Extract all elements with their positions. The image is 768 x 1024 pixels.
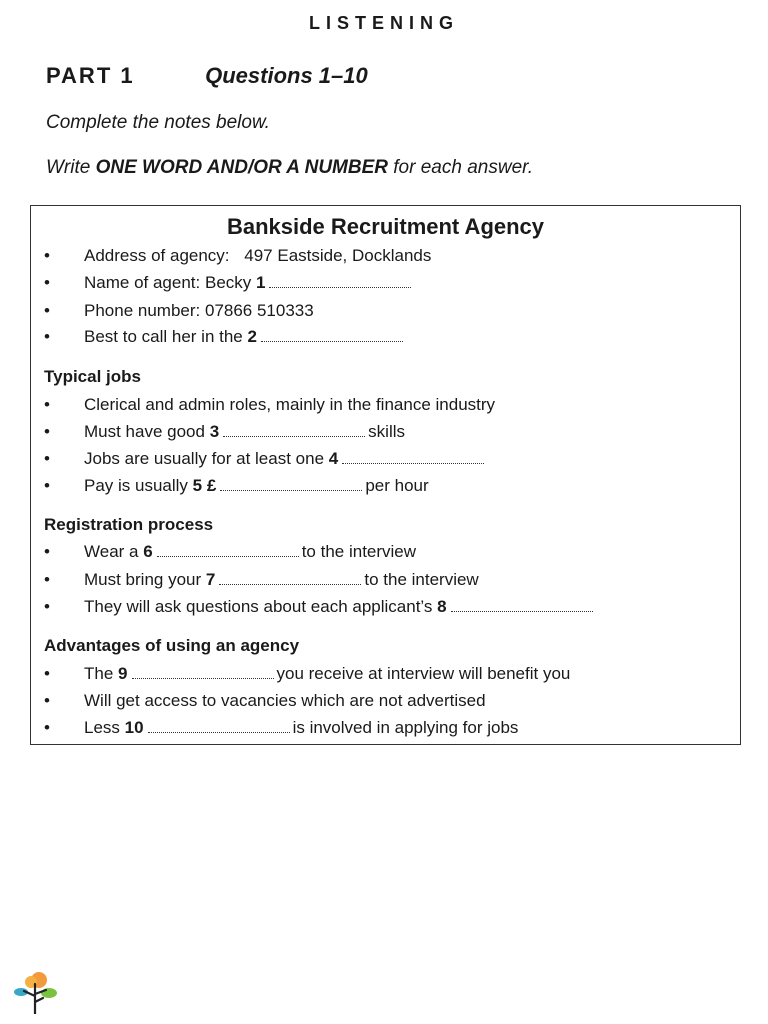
answer-gap-6[interactable] [157, 555, 299, 557]
note-text: Wear a [84, 542, 139, 561]
part-label: PART 1 [46, 63, 135, 88]
question-number-6: 6 [143, 542, 153, 561]
phone-label: Phone number: [84, 301, 201, 320]
note-text: Clerical and admin roles, mainly in the finance industry [84, 395, 496, 414]
answer-gap-2[interactable] [261, 340, 403, 342]
currency-symbol: £ [206, 476, 217, 495]
section-title: LISTENING [308, 13, 459, 33]
note-text: The [84, 664, 114, 683]
address-value: 497 Eastside, Docklands [244, 246, 432, 265]
note-text: Jobs are usually for at least one [84, 449, 325, 468]
note-text: Less [84, 718, 120, 737]
answer-gap-3[interactable] [223, 435, 365, 437]
answer-gap-7[interactable] [219, 583, 361, 585]
bullet-icon: • [44, 664, 50, 683]
list-item [44, 449, 487, 469]
note-text: to the interview [301, 542, 417, 561]
question-number-4: 4 [328, 449, 339, 468]
note-text: you receive at interview will benefit you [276, 664, 571, 683]
list-item [44, 664, 571, 684]
question-number-7: 7 [205, 570, 216, 589]
note-text: Pay is usually [84, 476, 188, 495]
bullet-icon: • [44, 422, 50, 441]
part-header [46, 63, 368, 89]
list-item [44, 395, 496, 415]
heading-registration: Registration process [44, 515, 214, 534]
list-item-address [44, 246, 432, 266]
question-number-9: 9 [118, 664, 128, 683]
bullet-icon: • [44, 542, 50, 561]
note-text: skills [368, 422, 406, 441]
note-text: They will ask questions about each applicant’s [84, 597, 433, 616]
instruction-word-limit-pre: Write [46, 157, 96, 178]
list-item-best-time [44, 327, 406, 347]
bullet-icon: • [44, 476, 50, 495]
list-item-phone [44, 301, 314, 321]
bullet-icon: • [44, 327, 50, 346]
bullet-icon: • [44, 597, 50, 616]
note-text: Will get access to vacancies which are not advertised [84, 691, 486, 710]
instruction-word-limit [46, 157, 533, 179]
bullet-icon: • [44, 449, 50, 468]
notes-title: Bankside Recruitment Agency [226, 214, 545, 239]
answer-gap-9[interactable] [132, 677, 274, 679]
answer-gap-1[interactable] [269, 286, 411, 288]
heading-typical-jobs: Typical jobs [44, 367, 141, 386]
best-time-label: Best to call her in the [84, 327, 243, 346]
phone-value: 07866 510333 [204, 301, 314, 320]
question-number-1: 1 [256, 273, 266, 292]
list-item [44, 542, 417, 562]
tree-logo-icon [12, 970, 58, 1014]
list-item [44, 422, 406, 442]
question-number-2: 2 [247, 327, 257, 346]
questions-range: Questions 1–10 [205, 63, 368, 88]
instruction-word-limit-bold: ONE WORD AND/OR A NUMBER [95, 157, 388, 178]
instruction-complete-notes: Complete the notes below. [46, 112, 270, 133]
answer-gap-5[interactable] [220, 489, 362, 491]
list-item [44, 476, 429, 496]
question-number-5: 5 [192, 476, 203, 495]
answer-gap-10[interactable] [148, 731, 290, 733]
note-text: is involved in applying for jobs [292, 718, 519, 737]
question-number-8: 8 [437, 597, 447, 616]
notes-box [30, 205, 741, 745]
agent-name-label: Name of agent: [84, 273, 201, 292]
question-number-10: 10 [124, 718, 144, 737]
list-item [44, 691, 486, 711]
bullet-icon: • [44, 718, 50, 737]
list-item [44, 570, 479, 590]
instruction-word-limit-post: for each answer. [388, 157, 534, 178]
bullet-icon: • [44, 570, 50, 589]
bullet-icon: • [44, 301, 50, 320]
heading-advantages: Advantages of using an agency [44, 636, 300, 655]
list-item [44, 597, 596, 617]
note-text: Must have good [84, 422, 205, 441]
note-text: to the interview [364, 570, 479, 589]
list-item-agent-name [44, 273, 414, 293]
bullet-icon: • [44, 395, 50, 414]
answer-gap-4[interactable] [342, 462, 484, 464]
note-text: per hour [365, 476, 429, 495]
agent-name-value: Becky [204, 273, 252, 292]
note-text: Must bring your [84, 570, 202, 589]
question-number-3: 3 [209, 422, 220, 441]
bullet-icon: • [44, 246, 50, 265]
bullet-icon: • [44, 273, 50, 292]
bullet-icon: • [44, 691, 50, 710]
list-item [44, 718, 519, 738]
address-label: Address of agency: [84, 246, 230, 265]
answer-gap-8[interactable] [451, 610, 593, 612]
